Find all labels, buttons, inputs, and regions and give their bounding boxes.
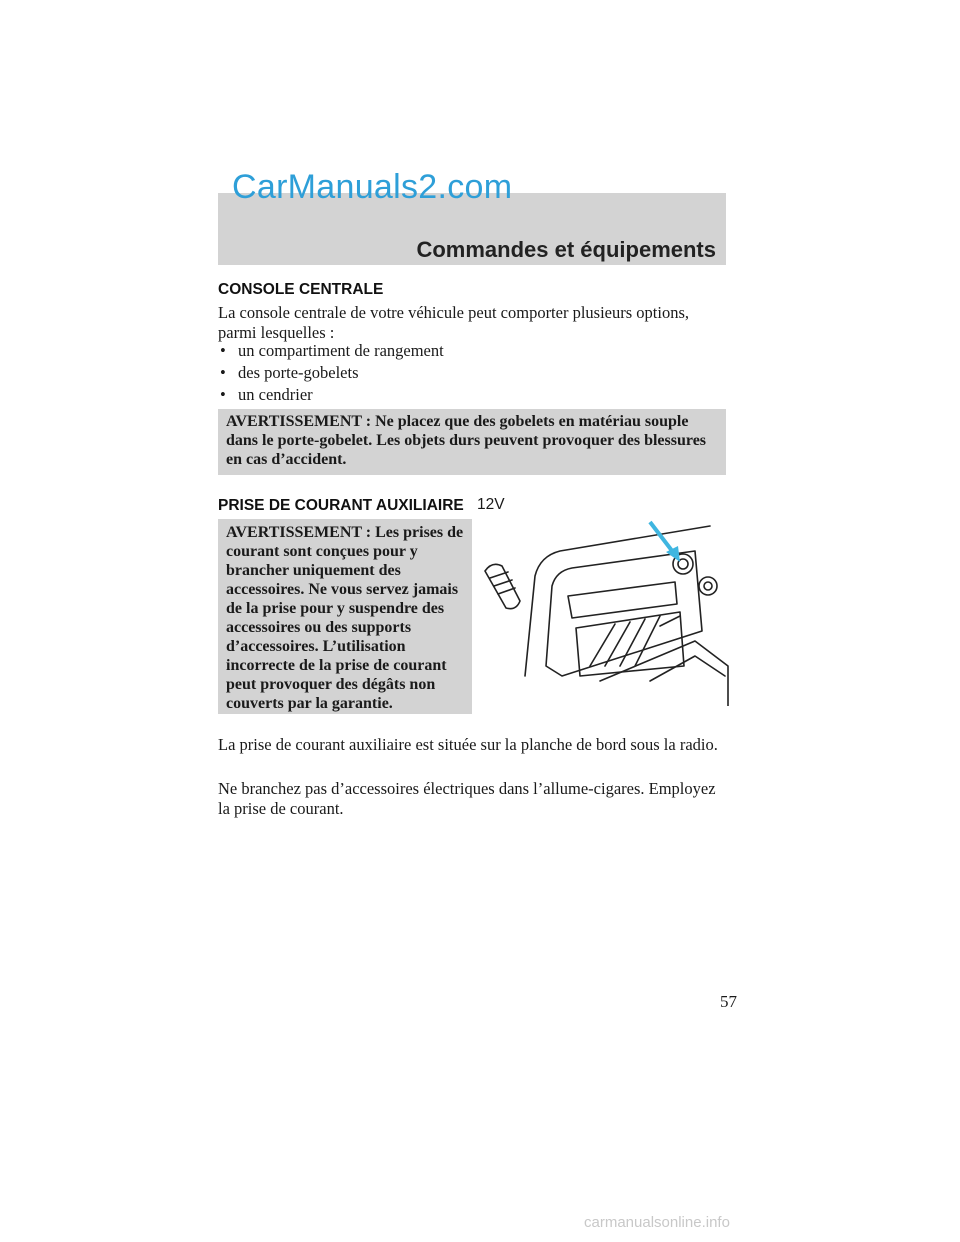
console-options-list [218, 341, 444, 407]
list-item: • un cendrier [220, 385, 313, 404]
bullet-icon: • [220, 341, 226, 360]
console-warning: AVERTISSEMENT : Ne placez que des gobelets en matériau souple dans le porte-gobelet. Les objets durs peuvent provoquer des blessures en cas d’accident. [218, 409, 726, 475]
list-item: • un compartiment de rangement [220, 341, 444, 360]
power-point-note: Ne branchez pas d’accessoires électriques dans l’allume-cigares. Employez la prise de courant. [218, 779, 716, 818]
bullet-icon: • [220, 363, 226, 382]
watermark-bottom: carmanualsonline.info [584, 1214, 730, 1231]
page-number: 57 [720, 992, 737, 1011]
radio-slot [568, 582, 677, 618]
list-item: • des porte-gobelets [220, 363, 359, 382]
console-intro: La console centrale de votre véhicule peut comporter plusieurs options, parmi lesquelles : [218, 303, 690, 342]
power-point-warning: AVERTISSEMENT : Les prises de courant sont conçues pour y brancher uniquement des accessoires. Ne vous servez jamais de la prise pour y suspendre des accessoires ou des supports d’accessoires. L’utilisation incorrecte de la prise de courant peut provoquer des dégâts non couverts par la garantie. [218, 519, 472, 714]
cigar-lighter-knob [699, 577, 717, 595]
power-point-location: La prise de courant auxiliaire est située sur la planche de bord sous la radio. [218, 735, 718, 754]
power-point-illustration [480, 516, 730, 706]
section-title: Commandes et équipements [416, 237, 716, 262]
watermark-top: CarManuals2.com [232, 168, 513, 206]
power-point-heading: PRISE DE COURANT AUXILIAIRE [218, 497, 464, 514]
bullet-icon: • [220, 385, 226, 404]
console-heading: CONSOLE CENTRALE [218, 281, 384, 298]
gear-lever [485, 564, 520, 608]
dash-outline [525, 526, 710, 676]
12v-symbol: 12V [477, 496, 505, 513]
